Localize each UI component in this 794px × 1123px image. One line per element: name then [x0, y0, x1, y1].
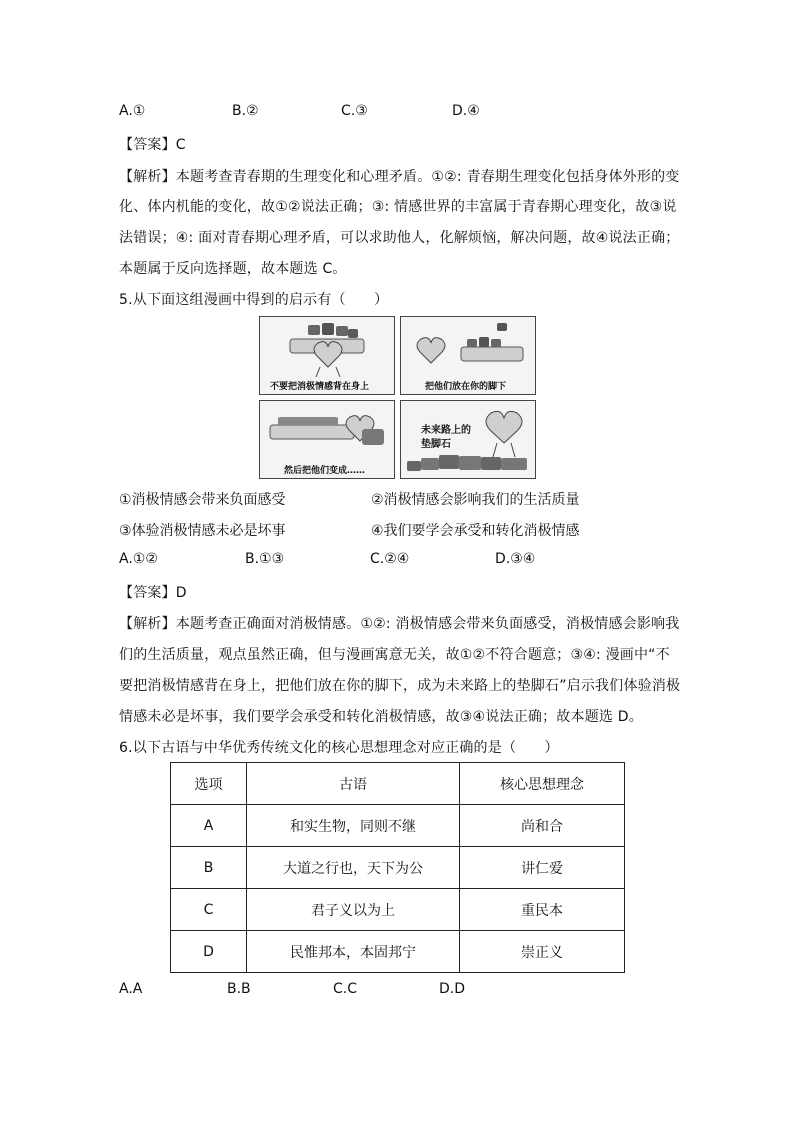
q5-statement-2: ②消极情感会影响我们的生活质量 [371, 492, 580, 508]
q5-analysis-line: 要把消极情感背在身上，把他们放在你的脚下，成为未来路上的垫脚石”启示我们体验消极 [119, 678, 681, 694]
q5-option-c: C.②④ [370, 551, 410, 567]
table-cell: A [171, 805, 247, 847]
q4-analysis-line: 本题属于反向选择题，故本题选 C。 [119, 261, 347, 277]
table-row [171, 931, 625, 973]
q6-stem: 6.以下古语与中华优秀传统文化的核心思想理念对应正确的是（ ） [119, 740, 559, 756]
comic-caption-3: 然后把他们变成…… [284, 466, 366, 476]
table-cell: B [171, 847, 247, 889]
q6-option-a: A.A [119, 981, 143, 997]
table-row [171, 847, 625, 889]
table-cell: 大道之行也，天下为公 [247, 847, 460, 889]
table-cell: D [171, 931, 247, 973]
q5-analysis-line: 们的生活质量，观点虽然正确，但与漫画寓意无关，故①②不符合题意；③④: 漫画中“不 [119, 647, 670, 663]
table-header: 古语 [247, 763, 460, 805]
table-row [171, 805, 625, 847]
comic-caption-1: 不要把消极情感背在身上 [270, 382, 370, 392]
q4-option-b: B.② [232, 103, 259, 119]
q5-analysis-line: 【解析】本题考查正确面对消极情感。①②: 消极情感会带来负面感受，消极情感会影响我 [119, 616, 680, 632]
comic-panel-1 [259, 316, 395, 395]
q4-analysis-line: 化、体内机能的变化，故①②说法正确；③: 情感世界的丰富属于青春期心理变化，故③说 [119, 199, 677, 215]
comic-panel-2 [400, 316, 536, 395]
q5-analysis-line: 情感未必是坏事，我们要学会承受和转化消极情感，故③④说法正确；故本题选 D。 [119, 709, 643, 725]
q6-option-d: D.D [439, 981, 466, 997]
table-header: 选项 [171, 763, 247, 805]
q4-option-d: D.④ [452, 103, 480, 119]
table-cell: 重民本 [460, 889, 625, 931]
q5-option-a: A.①② [119, 551, 158, 567]
table-header-row [171, 763, 625, 805]
q6-table [170, 762, 625, 973]
comic-panel-4 [400, 400, 536, 479]
table-cell: C [171, 889, 247, 931]
table-cell: 君子义以为上 [247, 889, 460, 931]
q6-option-c: C.C [333, 981, 358, 997]
q4-option-c: C.③ [341, 103, 368, 119]
table-cell: 民惟邦本，本固邦宁 [247, 931, 460, 973]
comic-caption-4b: 垫脚石 [421, 439, 451, 450]
q5-answer: 【答案】D [119, 585, 187, 601]
comic-caption-4a: 未来路上的 [421, 425, 471, 436]
table-cell: 崇正义 [460, 931, 625, 973]
q5-stem: 5.从下面这组漫画中得到的启示有（ ） [119, 292, 389, 308]
q4-analysis-line: 法错误；④: 面对青春期心理矛盾，可以求助他人，化解烦恼，解决问题，故④说法正确； [119, 230, 680, 246]
table-header: 核心思想理念 [460, 763, 625, 805]
comic-caption-2: 把他们放在你的脚下 [425, 382, 507, 392]
comic-panel-3 [259, 400, 395, 479]
table-cell: 讲仁爱 [460, 847, 625, 889]
q4-option-a: A.① [119, 103, 146, 119]
table-cell: 尚和合 [460, 805, 625, 847]
table-cell: 和实生物，同则不继 [247, 805, 460, 847]
table-row [171, 889, 625, 931]
q5-option-b: B.①③ [245, 551, 285, 567]
q5-statement-4: ④我们要学会承受和转化消极情感 [371, 523, 580, 539]
q5-option-d: D.③④ [495, 551, 536, 567]
q5-statement-1: ①消极情感会带来负面感受 [119, 492, 286, 508]
q4-answer: 【答案】C [119, 137, 186, 153]
q5-statement-3: ③体验消极情感未必是坏事 [119, 523, 286, 539]
q4-analysis-line: 【解析】本题考查青春期的生理变化和心理矛盾。①②: 青春期生理变化包括身体外形的变 [119, 169, 680, 185]
q6-option-b: B.B [227, 981, 251, 997]
